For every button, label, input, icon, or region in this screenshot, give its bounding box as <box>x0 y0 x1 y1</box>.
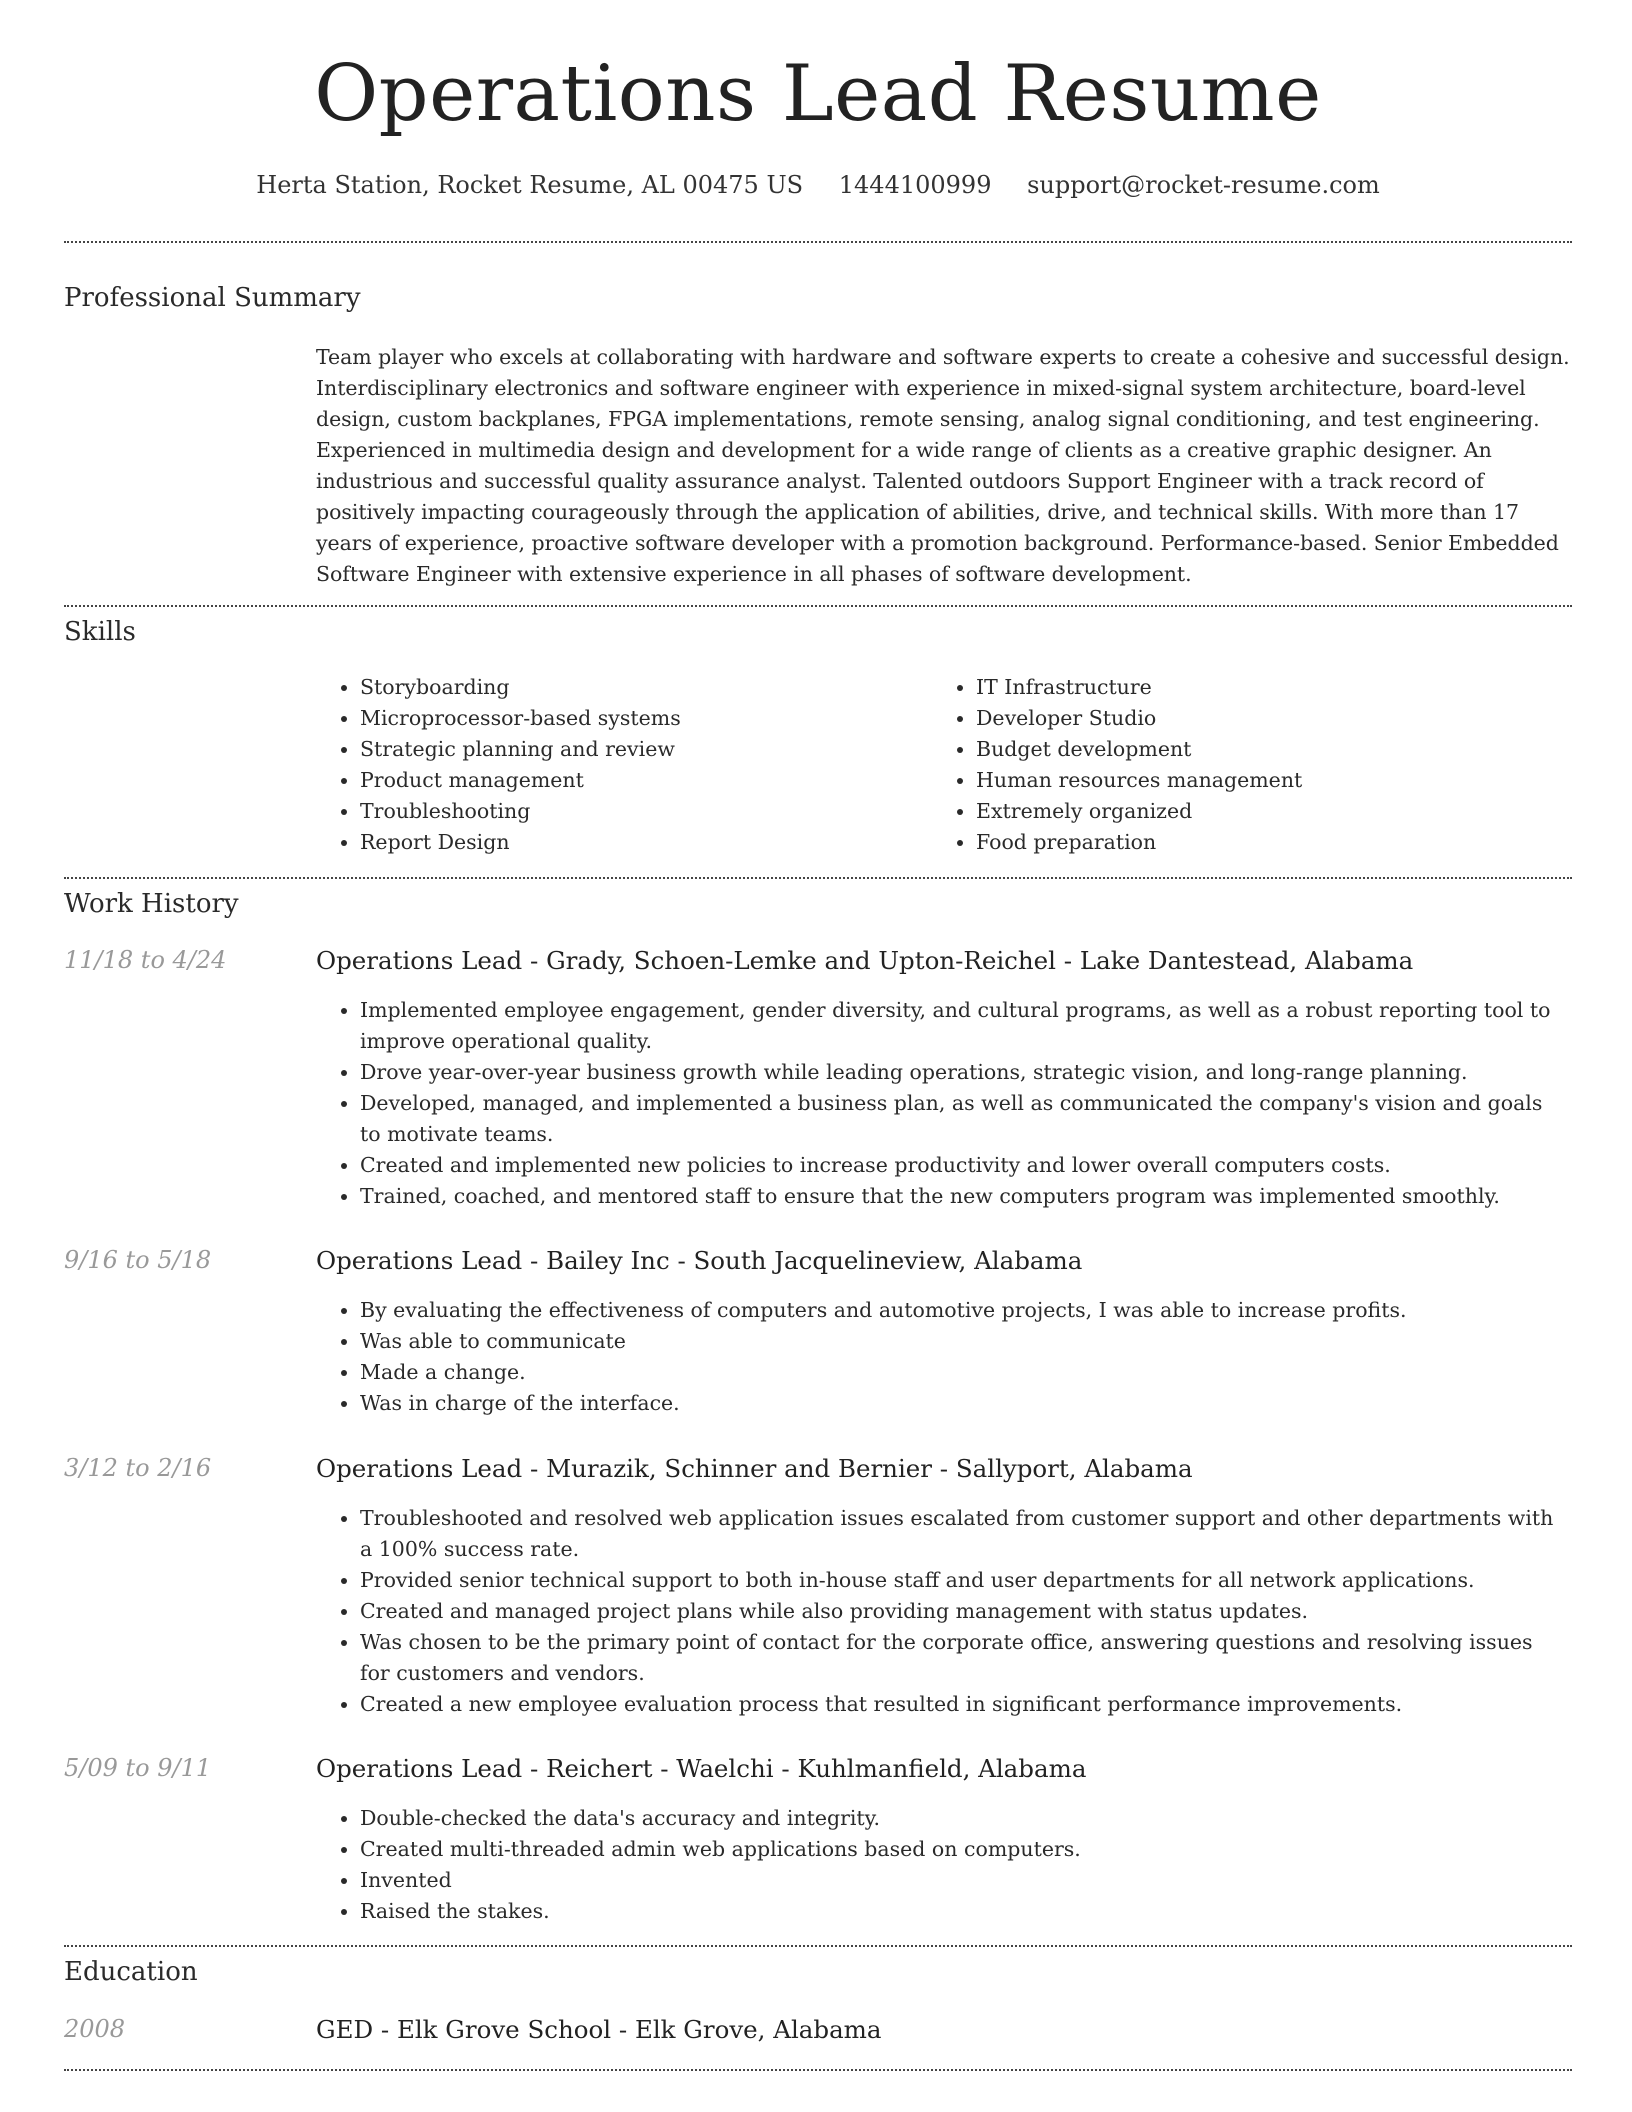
job-bullet-list <box>316 1803 1572 1927</box>
job-title: Operations Lead - Grady, Schoen-Lemke and Upton-Reichel - Lake Dantestead, Alabama <box>316 946 1414 975</box>
skill-item: • Developer Studio <box>976 703 1548 734</box>
skill-item: • Human resources management <box>976 765 1548 796</box>
divider <box>64 605 1572 607</box>
job-bullet: • Drove year-over-year business growth while leading operations, strategic vision, and long-range planning. <box>360 1057 1572 1088</box>
skill-item: • Budget development <box>976 734 1548 765</box>
contact-line <box>64 171 1572 199</box>
job-bullet: • Created and implemented new policies to increase productivity and lower overall computers costs. <box>360 1150 1572 1181</box>
job-bullet: • Provided senior technical support to both in-house staff and user departments for all network applications. <box>360 1565 1572 1596</box>
job-bullet-list <box>316 995 1572 1212</box>
job-title: Operations Lead - Bailey Inc - South Jacquelineview, Alabama <box>316 1246 1083 1275</box>
job-bullet-list <box>316 1295 1572 1419</box>
job-bullet: • Created multi-threaded admin web applications based on computers. <box>360 1834 1572 1865</box>
job-title: Operations Lead - Reichert - Waelchi - Kuhlmanfield, Alabama <box>316 1754 1087 1783</box>
skill-item: • Report Design <box>360 827 932 858</box>
job-bullet: • Was chosen to be the primary point of contact for the corporate office, answering questions and resolving issues for customers and vendors. <box>360 1627 1572 1689</box>
job-bullet: • By evaluating the effectiveness of computers and automotive projects, I was able to increase profits. <box>360 1295 1572 1326</box>
job-bullet: • Created and managed project plans while also providing management with status updates. <box>360 1596 1572 1627</box>
resume-title: Operations Lead Resume <box>314 49 1322 139</box>
education-date: 2008 <box>64 2015 126 2043</box>
education-entry: GED - Elk Grove School - Elk Grove, Alabama <box>316 2015 882 2044</box>
job-bullet: • Invented <box>360 1865 1572 1896</box>
job-bullet: • Double-checked the data's accuracy and integrity. <box>360 1803 1572 1834</box>
divider <box>64 1945 1572 1947</box>
job-bullet: • Developed, managed, and implemented a business plan, as well as communicated the company's vision and goals to motivate teams. <box>360 1088 1572 1150</box>
skills-column-left <box>316 672 932 858</box>
contact-address: Herta Station, Rocket Resume, AL 00475 US <box>256 171 804 199</box>
skill-item: • Extremely organized <box>976 796 1548 827</box>
job-bullet-list <box>316 1503 1572 1720</box>
divider <box>64 877 1572 879</box>
job-date: 11/18 to 4/24 <box>64 946 227 974</box>
job-date: 9/16 to 5/18 <box>64 1246 212 1274</box>
job-title: Operations Lead - Murazik, Schinner and Bernier - Sallyport, Alabama <box>316 1454 1193 1483</box>
job-bullet: • Was in charge of the interface. <box>360 1388 1572 1419</box>
skill-item: • Storyboarding <box>360 672 932 703</box>
job-bullet: • Trained, coached, and mentored staff to ensure that the new computers program was implemented smoothly. <box>360 1181 1572 1212</box>
skill-item: • IT Infrastructure <box>976 672 1548 703</box>
job-bullet: • Made a change. <box>360 1357 1572 1388</box>
job-bullet: • Troubleshooted and resolved web application issues escalated from customer support and other departments with a 100% success rate. <box>360 1503 1572 1565</box>
skills-list <box>316 672 1572 858</box>
skill-item: • Strategic planning and review <box>360 734 932 765</box>
section-title-education: Education <box>64 1957 198 1987</box>
summary-text: Team player who excels at collaborating with hardware and software experts to create a cohesive and successful design. Interdisciplinary electronics and software engineer with experience in mixed-signal system architecture, board-level design, custom backplanes, FPGA implementations, remote sensing, analog signal conditioning, and test engineering. Experienced in multimedia design and development for a wide range of clients as a creative graphic designer. An industrious and successful quality assurance analyst. Talented outdoors Support Engineer with a track record of positively impacting courageously through the application of abilities, drive, and technical skills. With more than 17 years of experience, proactive software developer with a promotion background. Performance-based. Senior Embedded Software Engineer with extensive experience in all phases of software development. <box>316 345 1570 586</box>
job-bullet: • Implemented employee engagement, gender diversity, and cultural programs, as well as a robust reporting tool to improve operational quality. <box>360 995 1572 1057</box>
skills-column-right <box>932 672 1548 858</box>
section-title-skills: Skills <box>64 617 136 647</box>
contact-phone: 1444100999 <box>838 171 992 199</box>
job-bullet: • Created a new employee evaluation process that resulted in significant performance improvements. <box>360 1689 1572 1720</box>
divider <box>64 2069 1572 2071</box>
skill-item: • Product management <box>360 765 932 796</box>
job-date: 3/12 to 2/16 <box>64 1454 212 1482</box>
skill-item: • Food preparation <box>976 827 1548 858</box>
skill-item: • Microprocessor-based systems <box>360 703 932 734</box>
resume-page <box>64 0 1572 2112</box>
job-bullet: • Raised the stakes. <box>360 1896 1572 1927</box>
job-bullet: • Was able to communicate <box>360 1326 1572 1357</box>
skill-item: • Troubleshooting <box>360 796 932 827</box>
contact-email: support@rocket-resume.com <box>1027 171 1380 199</box>
section-title-work-history: Work History <box>64 889 239 919</box>
job-date: 5/09 to 9/11 <box>64 1754 212 1782</box>
divider <box>64 241 1572 243</box>
section-title-summary: Professional Summary <box>64 283 361 313</box>
